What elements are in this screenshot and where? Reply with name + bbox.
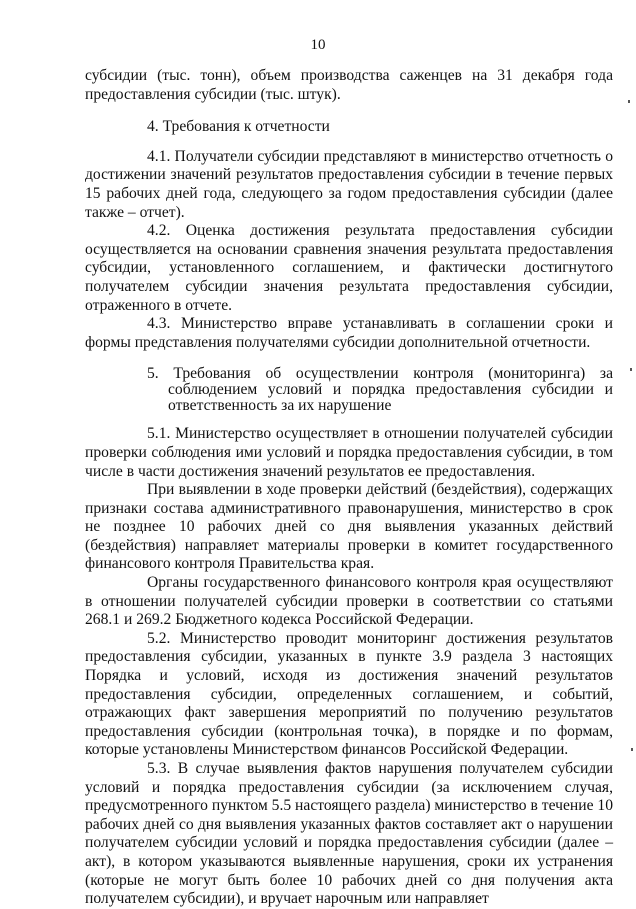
spacer xyxy=(85,414,613,425)
paragraph-5-2: 5.2. Министерство проводит мониторинг достижения результатов предоставления субсидии, указанных в пункте 3.9 раздела 3 настоящих Порядка и условий, исходя из достижения значений результатов предоставления субсидии, определенных соглашением, и событий, отражающих факт завершения мероприятий по получению результатов предоставления субсидии (контрольная точка), в порядке и по формам, которые установлены Министерством финансов Российской Федерации. xyxy=(85,629,613,759)
paragraph-4-1: 4.1. Получатели субсидии представляют в министерство отчетность о достижении значений результатов предоставления субсидии в течение первых 15 рабочих дней года, следующего за годом предоставления субсидии (далее также – отчет). xyxy=(85,147,613,221)
spacer xyxy=(85,352,613,366)
document-body xyxy=(85,67,613,909)
paragraph-5-1: 5.1. Министерство осуществляет в отношении получателей субсидии проверки соблюдения ими условий и порядка предоставления субсидии, в том числе в части достижения значений результатов ее предоставления. xyxy=(85,425,613,480)
scan-speck xyxy=(628,100,630,103)
paragraph-5-1-b: При выявлении в ходе проверки действий (бездействия), содержащих признаки состава административного правонарушения, министерство в срок не позднее 10 рабочих дней со дня выявления указанных действий (бездействия) направляет материалы проверки в комитет государственного финансового контроля Правительства края. xyxy=(85,481,613,573)
scan-speck xyxy=(630,368,632,371)
spacer xyxy=(85,104,613,118)
scan-speck xyxy=(631,748,633,751)
paragraph-intro: субсидии (тыс. тонн), объем производства саженцев на 31 декабря года предоставления субсидии (тыс. штук). xyxy=(85,67,613,103)
section-heading-5: 5. Требования об осуществлении контроля (мониторинга) за соблюдением условий и порядка предоставления субсидии и ответственность за их нарушение xyxy=(147,365,613,415)
section-heading-4: 4. Требования к отчетности xyxy=(147,118,330,136)
spacer xyxy=(85,137,613,148)
paragraph-4-2: 4.2. Оценка достижения результата предоставления субсидии осуществляется на основании сравнения значения результата предоставления субсидии, установленного соглашением, и фактически достигнутого получателем субсидии значения результата предоставления субсидии, отраженного в отчете. xyxy=(85,222,613,314)
paragraph-4-3: 4.3. Министерство вправе устанавливать в соглашении сроки и формы представления получателями субсидии дополнительной отчетности. xyxy=(85,315,613,351)
paragraph-5-1-c: Органы государственного финансового контроля края осуществляют в отношении получателей субсидии проверки в соответствии со статьями 268.1 и 269.2 Бюджетного кодекса Российской Федерации. xyxy=(85,574,613,629)
page-number: 10 xyxy=(310,37,326,53)
paragraph-5-3: 5.3. В случае выявления фактов нарушения получателем субсидии условий и порядка предоставления субсидии (за исключением случая, предусмотренного пунктом 5.5 настоящего раздела) министерство в течение 10 рабочих дней со дня выявления указанных фактов составляет акт о нарушении получателем субсидии условий и порядка предоставления субсидии (далее – акт), в котором указываются выявленные нарушения, сроки их устранения (которые не могут быть более 10 рабочих дней со дня получения акта получателем субсидии), и вручает нарочным или направляет xyxy=(85,760,613,908)
